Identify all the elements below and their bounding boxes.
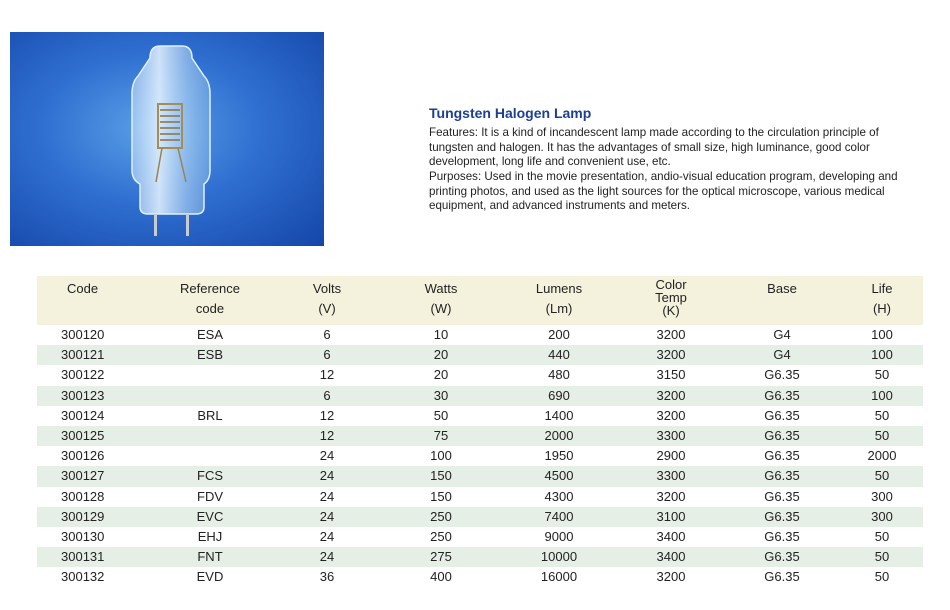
cell-volts: 24 xyxy=(319,448,335,464)
cell-color-temp: 3100 xyxy=(619,507,723,527)
cell-lumens: 1950 xyxy=(544,448,574,464)
cell-code: 300128 xyxy=(61,488,105,504)
cell-volts: 6 xyxy=(271,386,383,406)
cell-reference-code xyxy=(149,446,271,466)
cell-lumens: 4300 xyxy=(544,488,574,504)
table-row xyxy=(37,426,923,446)
cell-color-temp: 3200 xyxy=(656,488,686,504)
table-row xyxy=(37,567,923,587)
cell-code: 300127 xyxy=(37,466,149,486)
cell-lumens: 440 xyxy=(499,345,619,365)
cell-reference-code: EVC xyxy=(149,507,271,527)
cell-watts: 250 xyxy=(383,507,499,527)
header-watts-unit: (W) xyxy=(430,301,452,316)
header-base-label: Base xyxy=(767,281,797,296)
cell-watts: 100 xyxy=(430,448,452,464)
cell-code: 300121 xyxy=(37,345,149,365)
table-header-row xyxy=(37,276,923,325)
cell-lumens: 4500 xyxy=(499,466,619,486)
cell-life: 50 xyxy=(841,466,923,486)
header-lumens-label: Lumens xyxy=(535,281,583,296)
cell-reference-code xyxy=(149,365,271,385)
cell-base: G6.35 xyxy=(723,426,841,446)
cell-lumens: 16000 xyxy=(540,569,578,585)
cell-lumens: 480 xyxy=(548,367,570,383)
cell-watts: 275 xyxy=(383,547,499,567)
cell-reference-code xyxy=(149,426,271,446)
cell-watts: 250 xyxy=(430,528,452,544)
cell-base: G6.35 xyxy=(764,448,800,464)
cell-life: 2000 xyxy=(867,448,897,464)
table-row xyxy=(37,365,923,385)
cell-life: 50 xyxy=(874,528,890,544)
purposes-text: Purposes: Used in the movie presentation, andio-visual education program, developing and printing photos, and used as the light sources for the optical microscope, various medical equipment, and advanced instruments and meters. xyxy=(429,170,898,213)
cell-lumens: 1400 xyxy=(544,407,574,423)
cell-volts: 24 xyxy=(271,466,383,486)
cell-base: G6.35 xyxy=(764,407,800,423)
header-reference-label: Reference xyxy=(180,281,240,296)
halogen-lamp-illustration xyxy=(10,32,324,246)
header-volts-unit: (V) xyxy=(318,301,336,316)
cell-life: 50 xyxy=(841,547,923,567)
cell-code: 300125 xyxy=(37,426,149,446)
cell-code: 300129 xyxy=(37,507,149,527)
cell-lumens: 7400 xyxy=(499,507,619,527)
cell-life: 50 xyxy=(874,407,890,423)
cell-code: 300126 xyxy=(61,448,105,464)
cell-color-temp: 3400 xyxy=(656,528,686,544)
cell-reference-code: EHJ xyxy=(197,528,223,544)
cell-volts: 24 xyxy=(319,488,335,504)
cell-volts: 36 xyxy=(319,569,335,585)
table-row xyxy=(37,527,923,547)
cell-base: G4 xyxy=(723,345,841,365)
cell-reference-code: ESB xyxy=(149,345,271,365)
cell-life: 100 xyxy=(841,386,923,406)
cell-code: 300130 xyxy=(61,528,105,544)
cell-watts: 400 xyxy=(430,569,452,585)
table-row xyxy=(37,507,923,527)
cell-code: 300122 xyxy=(61,367,105,383)
header-life-unit: (H) xyxy=(872,301,892,316)
cell-base: G6.35 xyxy=(764,367,800,383)
cell-reference-code: FNT xyxy=(149,547,271,567)
cell-color-temp: 3200 xyxy=(619,345,723,365)
cell-lumens: 10000 xyxy=(499,547,619,567)
cell-base: G6.35 xyxy=(723,547,841,567)
header-life-label: Life xyxy=(871,281,893,296)
cell-volts: 12 xyxy=(319,407,335,423)
cell-base: G6.35 xyxy=(764,569,800,585)
table-body xyxy=(37,325,923,587)
header-reference-sub: code xyxy=(195,301,225,316)
cell-volts: 12 xyxy=(271,426,383,446)
header-life xyxy=(841,276,923,325)
header-base xyxy=(723,276,841,325)
cell-watts: 30 xyxy=(383,386,499,406)
cell-volts: 12 xyxy=(319,367,335,383)
header-temp-label: Temp xyxy=(655,290,687,305)
header-volts xyxy=(271,276,383,325)
features-text: Features: It is a kind of incandescent lamp made according to the circulation principle of tungsten and halogen. It has the advantages of small size, high luminance, good color development, long life and convenient use, etc. xyxy=(429,126,879,169)
cell-reference-code: ESA xyxy=(196,327,223,343)
table-row xyxy=(37,386,923,406)
cell-code: 300132 xyxy=(61,569,105,585)
cell-reference-code: FCS xyxy=(149,466,271,486)
cell-color-temp: 3200 xyxy=(656,569,686,585)
cell-code: 300123 xyxy=(37,386,149,406)
cell-watts: 150 xyxy=(430,488,452,504)
cell-base: G6.35 xyxy=(764,488,800,504)
cell-code: 300131 xyxy=(37,547,149,567)
header-color-label: Color xyxy=(655,277,687,292)
cell-life: 50 xyxy=(874,367,890,383)
cell-code: 300124 xyxy=(61,407,105,423)
table-row xyxy=(37,446,923,466)
cell-lumens: 690 xyxy=(499,386,619,406)
cell-base: G6.35 xyxy=(764,528,800,544)
cell-reference-code: BRL xyxy=(197,407,223,423)
cell-life: 300 xyxy=(871,488,893,504)
cell-volts: 6 xyxy=(271,345,383,365)
cell-lumens: 2000 xyxy=(499,426,619,446)
header-reference-code xyxy=(149,276,271,325)
cell-reference-code: EVD xyxy=(196,569,224,585)
cell-volts: 24 xyxy=(319,528,335,544)
cell-watts: 150 xyxy=(383,466,499,486)
header-watts-label: Watts xyxy=(424,281,458,296)
table-row xyxy=(37,487,923,507)
cell-base: G6.35 xyxy=(723,386,841,406)
header-lumens xyxy=(499,276,619,325)
header-lumens-unit: (Lm) xyxy=(545,301,573,316)
cell-reference-code xyxy=(149,386,271,406)
cell-volts: 24 xyxy=(271,507,383,527)
lamp-photo xyxy=(10,32,324,246)
table-row xyxy=(37,345,923,365)
cell-base: G4 xyxy=(773,327,791,343)
table-row xyxy=(37,325,923,345)
cell-watts: 20 xyxy=(383,345,499,365)
cell-color-temp: 3400 xyxy=(619,547,723,567)
cell-code: 300120 xyxy=(61,327,105,343)
cell-lumens: 200 xyxy=(548,327,570,343)
cell-life: 50 xyxy=(841,426,923,446)
cell-color-temp: 2900 xyxy=(656,448,686,464)
header-volts-label: Volts xyxy=(312,281,342,296)
cell-color-temp: 3300 xyxy=(619,426,723,446)
cell-life: 50 xyxy=(874,569,890,585)
cell-volts: 24 xyxy=(271,547,383,567)
cell-life: 100 xyxy=(841,345,923,365)
cell-lumens: 9000 xyxy=(544,528,574,544)
header-code-label: Code xyxy=(67,281,99,296)
table-row xyxy=(37,406,923,426)
cell-reference-code: FDV xyxy=(197,488,223,504)
table-row xyxy=(37,466,923,486)
cell-volts: 6 xyxy=(323,327,331,343)
cell-color-temp: 3150 xyxy=(656,367,686,383)
cell-color-temp: 3200 xyxy=(656,407,686,423)
cell-color-temp: 3200 xyxy=(656,327,686,343)
header-color-temp-unit: (K) xyxy=(662,303,680,318)
cell-color-temp: 3200 xyxy=(619,386,723,406)
product-title: Tungsten Halogen Lamp xyxy=(429,105,592,121)
header-watts xyxy=(383,276,499,325)
cell-base: G6.35 xyxy=(723,507,841,527)
cell-watts: 20 xyxy=(433,367,449,383)
header-code xyxy=(37,276,149,325)
cell-life: 100 xyxy=(871,327,893,343)
cell-color-temp: 3300 xyxy=(619,466,723,486)
header-color-temp xyxy=(619,276,723,325)
cell-watts: 10 xyxy=(433,327,449,343)
cell-watts: 75 xyxy=(383,426,499,446)
cell-watts: 50 xyxy=(433,407,449,423)
specification-table xyxy=(37,276,923,587)
cell-life: 300 xyxy=(841,507,923,527)
table-row xyxy=(37,547,923,567)
cell-base: G6.35 xyxy=(723,466,841,486)
